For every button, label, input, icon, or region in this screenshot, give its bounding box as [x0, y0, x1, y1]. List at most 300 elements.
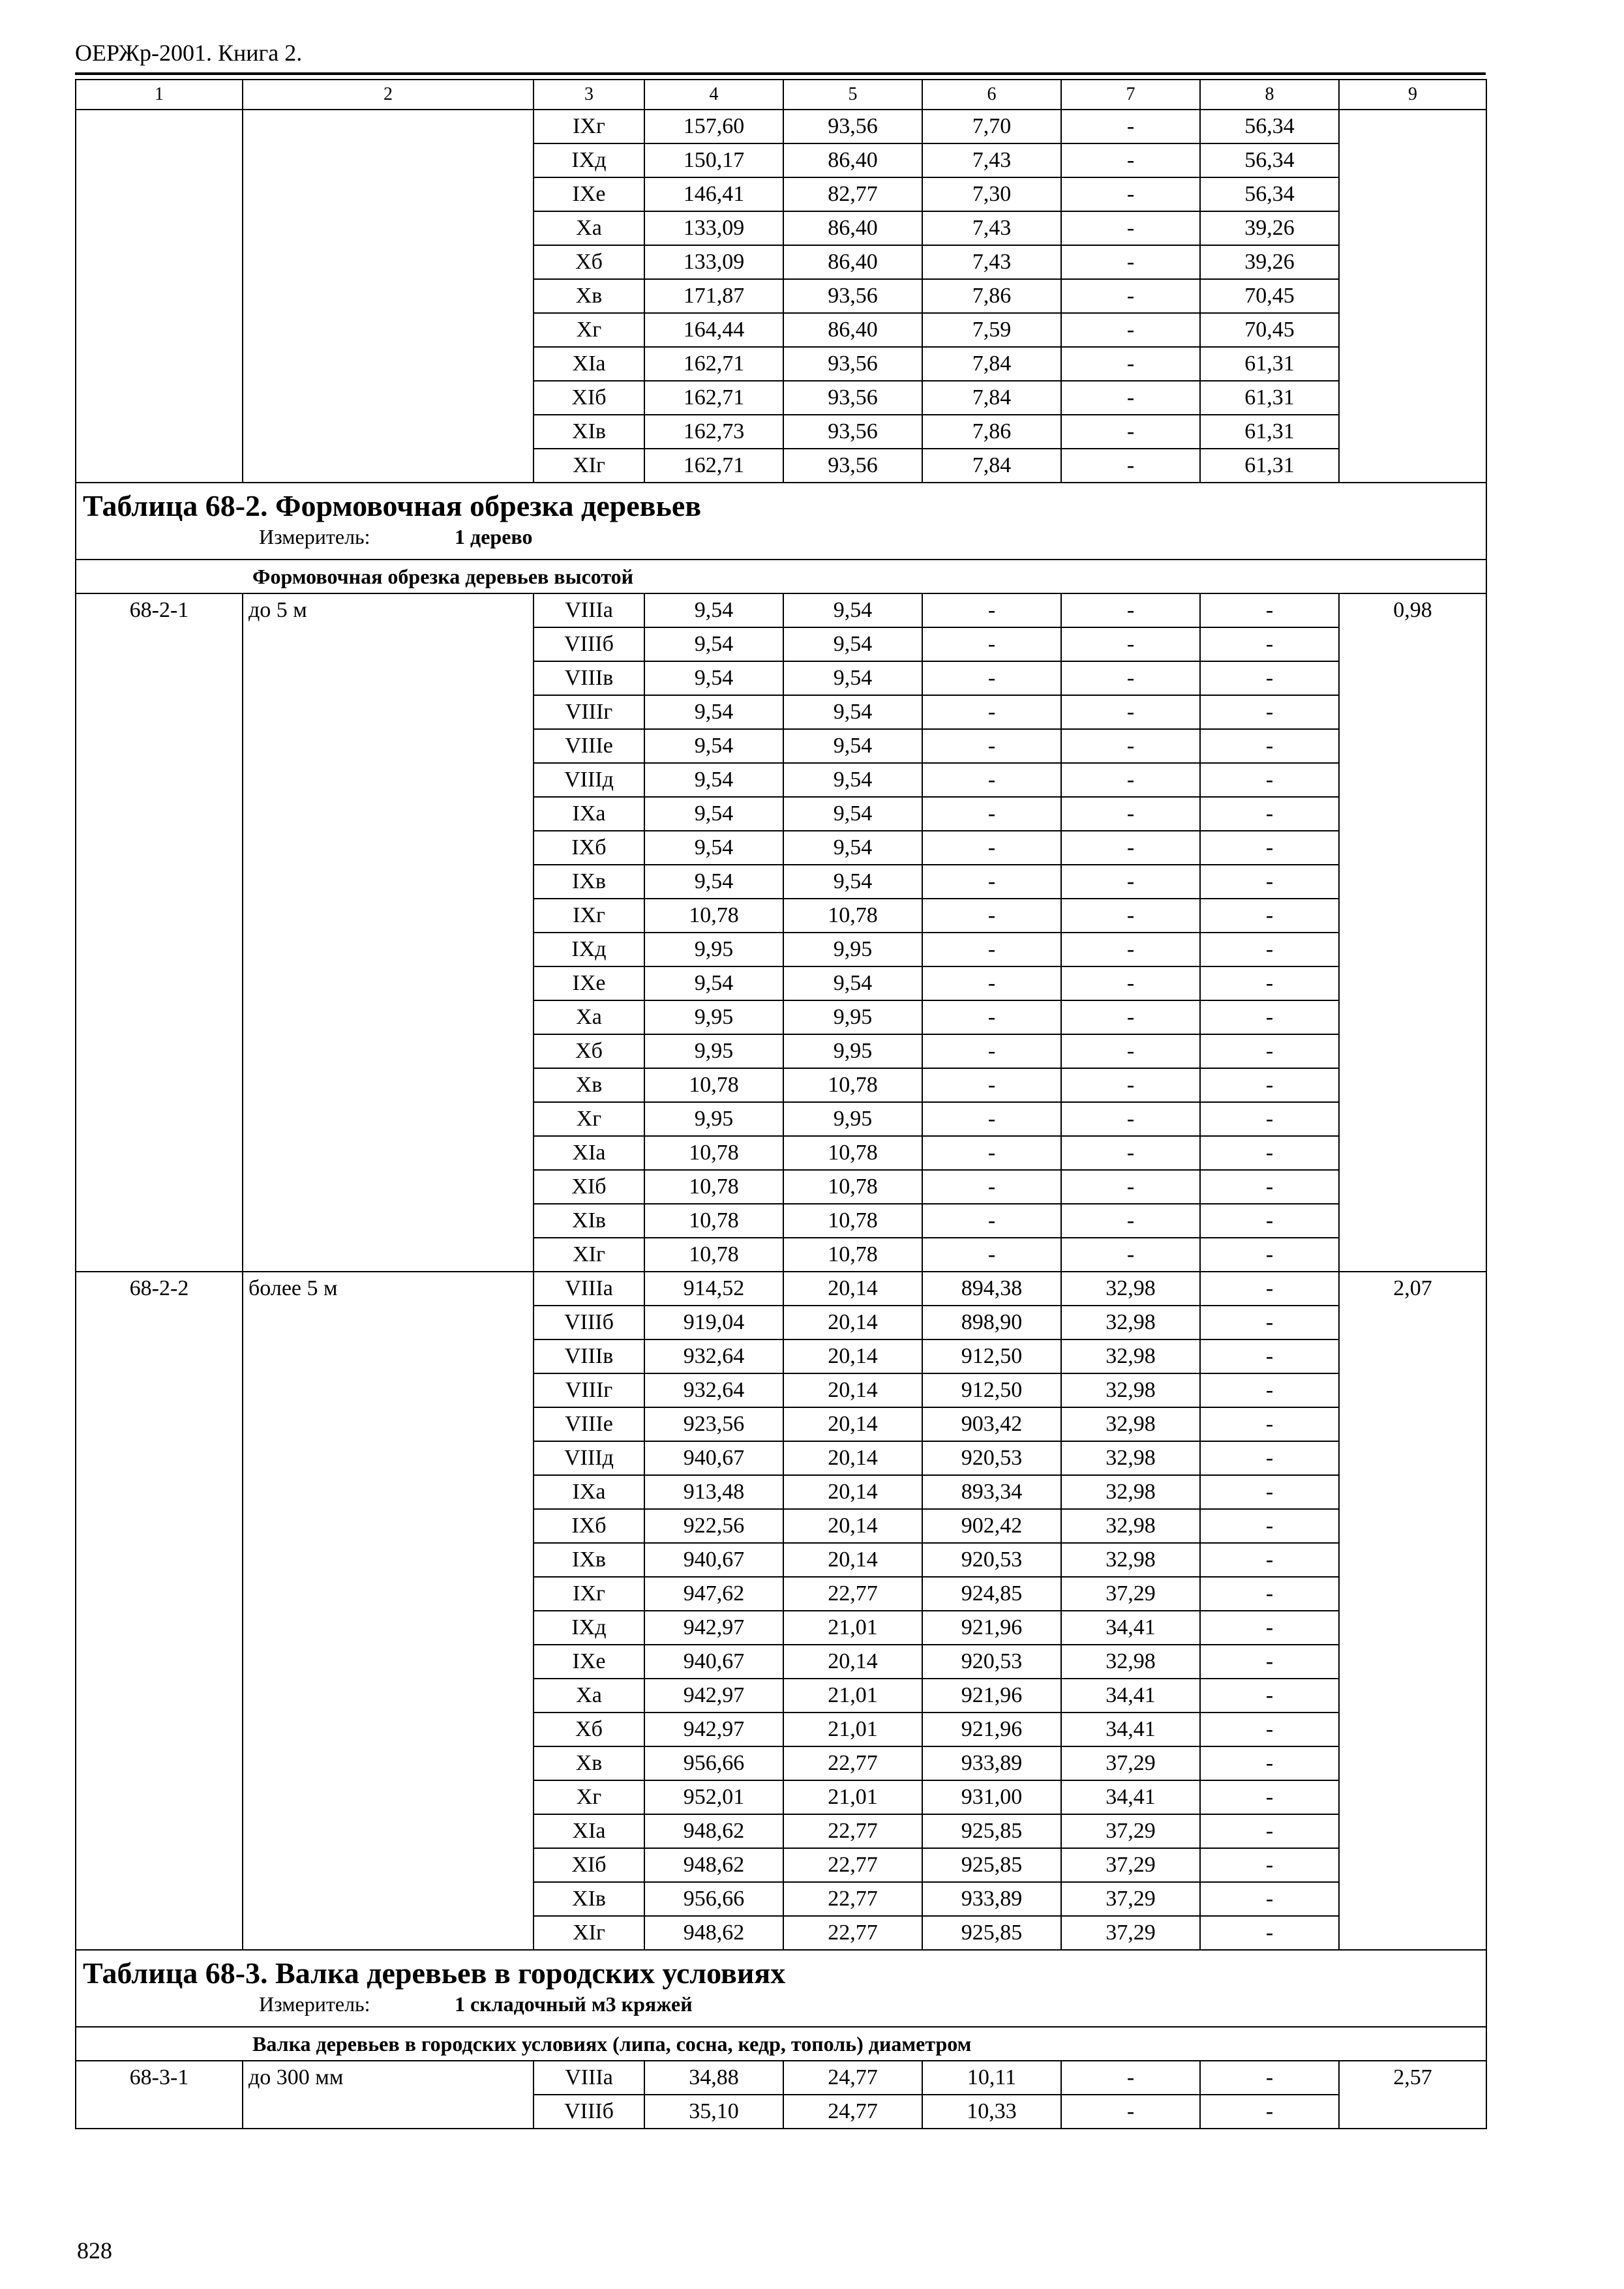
table-cell: - — [922, 865, 1061, 899]
table-cell: 9,54 — [644, 966, 783, 1000]
table-cell: 9,95 — [783, 1034, 922, 1068]
table-cell: 10,33 — [922, 2095, 1061, 2129]
table-cell: 9,54 — [644, 831, 783, 865]
table-cell: 34,88 — [644, 2061, 783, 2095]
table-cell: - — [1200, 1814, 1339, 1848]
table-cell: 21,01 — [783, 1679, 922, 1713]
table-cell: XIг — [534, 1916, 644, 1950]
table-cell: - — [1200, 797, 1339, 831]
table-cell: - — [1061, 831, 1200, 865]
table-cell: 22,77 — [783, 1882, 922, 1916]
table-cell: - — [1200, 865, 1339, 899]
table-cell: 894,38 — [922, 1272, 1061, 1306]
table-cell: - — [1061, 1204, 1200, 1238]
table-cell: IXа — [534, 797, 644, 831]
column-number: 2 — [243, 80, 534, 110]
table-cell: - — [1200, 1102, 1339, 1136]
table-cell: Xб — [534, 245, 644, 279]
table-cell: Xв — [534, 279, 644, 313]
table-cell: 10,78 — [783, 1204, 922, 1238]
table-cell: 32,98 — [1061, 1441, 1200, 1475]
table-cell: - — [922, 831, 1061, 865]
table-cell: VIIIе — [534, 729, 644, 763]
table-cell: VIIIг — [534, 695, 644, 729]
table-cell: 933,89 — [922, 1882, 1061, 1916]
work-name: до 5 м — [243, 593, 534, 1272]
table-cell: - — [1061, 593, 1200, 627]
table-cell: - — [1200, 1848, 1339, 1882]
table-cell: - — [922, 1170, 1061, 1204]
table-cell: - — [1200, 831, 1339, 865]
table-cell: - — [1200, 1543, 1339, 1577]
table-cell: 922,56 — [644, 1509, 783, 1543]
table-cell: 70,45 — [1200, 313, 1339, 347]
table-cell: - — [922, 1204, 1061, 1238]
table-cell: 10,78 — [644, 1204, 783, 1238]
table-row — [76, 1272, 1486, 1306]
table-cell: IXд — [534, 1611, 644, 1645]
table-cell: 919,04 — [644, 1306, 783, 1339]
table-cell: 9,54 — [644, 865, 783, 899]
table-cell: VIIIб — [534, 2095, 644, 2129]
table-cell: 146,41 — [644, 177, 783, 211]
table-cell: - — [1200, 729, 1339, 763]
table-cell: 9,95 — [644, 1102, 783, 1136]
table-cell: 22,77 — [783, 1848, 922, 1882]
table-cell: - — [1200, 1882, 1339, 1916]
table-cell: - — [1061, 763, 1200, 797]
table-cell: Xг — [534, 1102, 644, 1136]
table-cell: 9,54 — [644, 729, 783, 763]
table-cell: - — [1061, 2061, 1200, 2095]
table-cell: - — [1200, 1170, 1339, 1204]
table-cell: 32,98 — [1061, 1373, 1200, 1407]
table-cell: 20,14 — [783, 1475, 922, 1509]
table-cell: - — [922, 1034, 1061, 1068]
table-cell: - — [1061, 899, 1200, 933]
table-cell: 932,64 — [644, 1373, 783, 1407]
table-cell: 86,40 — [783, 313, 922, 347]
table-cell: - — [1200, 627, 1339, 661]
table-cell: 10,78 — [783, 1136, 922, 1170]
table-cell: 9,54 — [783, 763, 922, 797]
table-cell: - — [1200, 1000, 1339, 1034]
table-cell: 162,73 — [644, 415, 783, 449]
table-cell: 9,54 — [783, 966, 922, 1000]
table-cell: 956,66 — [644, 1746, 783, 1780]
table-cell: Xа — [534, 1000, 644, 1034]
table-cell: 37,29 — [1061, 1577, 1200, 1611]
column-number: 1 — [76, 80, 243, 110]
table-cell: 20,14 — [783, 1441, 922, 1475]
table-cell: 70,45 — [1200, 279, 1339, 313]
table-cell: - — [1061, 415, 1200, 449]
rate-code: 68-2-1 — [76, 593, 243, 1272]
table-cell: - — [1061, 2095, 1200, 2129]
table-cell: 10,78 — [644, 1170, 783, 1204]
table-subtitle-row — [76, 560, 1486, 593]
table-cell: 9,54 — [644, 661, 783, 695]
table-cell: 162,71 — [644, 381, 783, 415]
table-cell: 93,56 — [783, 110, 922, 143]
table-cell: - — [1200, 2095, 1339, 2129]
table-cell: 9,95 — [644, 1000, 783, 1034]
table-cell: - — [1061, 110, 1200, 143]
table-cell: 61,31 — [1200, 381, 1339, 415]
table-cell: 22,77 — [783, 1916, 922, 1950]
table-cell: 20,14 — [783, 1272, 922, 1306]
table-cell: - — [1061, 1034, 1200, 1068]
table-cell: 10,78 — [783, 1170, 922, 1204]
table-cell: 9,54 — [644, 695, 783, 729]
table-cell: 925,85 — [922, 1848, 1061, 1882]
table-cell: - — [1061, 1238, 1200, 1272]
table-cell: 7,59 — [922, 313, 1061, 347]
table-cell: 34,41 — [1061, 1679, 1200, 1713]
table-cell: 20,14 — [783, 1407, 922, 1441]
table-cell: 162,71 — [644, 449, 783, 483]
table-subtitle: Формовочная обрезка деревьев высотой — [76, 560, 1486, 593]
table-cell: - — [1200, 933, 1339, 966]
table-cell: IXв — [534, 1543, 644, 1577]
table-cell: 24,77 — [783, 2061, 922, 2095]
table-cell: 22,77 — [783, 1814, 922, 1848]
table-cell: 9,54 — [783, 593, 922, 627]
table-cell: 947,62 — [644, 1577, 783, 1611]
table-cell: 20,14 — [783, 1306, 922, 1339]
table-cell: 9,54 — [644, 797, 783, 831]
table-cell: 61,31 — [1200, 415, 1339, 449]
table-cell: 9,95 — [644, 933, 783, 966]
table-cell: 37,29 — [1061, 1848, 1200, 1882]
table-cell: 7,70 — [922, 110, 1061, 143]
table-cell: XIб — [534, 1848, 644, 1882]
table-cell: Xг — [534, 313, 644, 347]
work-name: более 5 м — [243, 1272, 534, 1950]
table-cell: - — [1200, 1713, 1339, 1746]
rate-code: 68-3-1 — [76, 2061, 243, 2129]
table-cell: XIв — [534, 1882, 644, 1916]
table-cell: - — [1200, 1679, 1339, 1713]
table-cell: - — [922, 966, 1061, 1000]
table-cell: 34,41 — [1061, 1611, 1200, 1645]
table-cell: 940,67 — [644, 1645, 783, 1679]
table-cell: Xб — [534, 1713, 644, 1746]
table-cell: 32,98 — [1061, 1272, 1200, 1306]
table-cell: XIа — [534, 347, 644, 381]
table-cell: IXе — [534, 1645, 644, 1679]
table-cell: 32,98 — [1061, 1475, 1200, 1509]
table-cell: - — [1200, 1441, 1339, 1475]
table-cell: 20,14 — [783, 1339, 922, 1373]
table-cell: 35,10 — [644, 2095, 783, 2129]
table-cell: - — [1061, 933, 1200, 966]
table-cell: 9,95 — [644, 1034, 783, 1068]
table-cell: 925,85 — [922, 1814, 1061, 1848]
column-number: 7 — [1061, 80, 1200, 110]
table-cell: 9,95 — [783, 1102, 922, 1136]
table-cell: - — [1200, 1272, 1339, 1306]
table-cell: 9,54 — [644, 627, 783, 661]
table-cell: 932,64 — [644, 1339, 783, 1373]
table-cell: 34,41 — [1061, 1780, 1200, 1814]
table-cell: Xв — [534, 1068, 644, 1102]
table-cell: 21,01 — [783, 1611, 922, 1645]
table-cell: - — [1200, 1611, 1339, 1645]
table-cell: 61,31 — [1200, 449, 1339, 483]
table-cell: 7,30 — [922, 177, 1061, 211]
table-cell: 9,54 — [783, 661, 922, 695]
measure-line — [83, 1991, 1486, 2017]
table-cell: 171,87 — [644, 279, 783, 313]
table-cell: 37,29 — [1061, 1814, 1200, 1848]
column-number: 4 — [644, 80, 783, 110]
table-cell: VIIIа — [534, 1272, 644, 1306]
table-cell: XIб — [534, 381, 644, 415]
table-cell: 952,01 — [644, 1780, 783, 1814]
table-cell: 22,77 — [783, 1746, 922, 1780]
table-cell: 924,85 — [922, 1577, 1061, 1611]
header-rule — [75, 72, 1486, 75]
table-cell: 9,54 — [644, 763, 783, 797]
table-cell: - — [1061, 211, 1200, 245]
table-cell: - — [1200, 1645, 1339, 1679]
table-cell: - — [1200, 899, 1339, 933]
table-cell: - — [1200, 1577, 1339, 1611]
table-cell: 162,71 — [644, 347, 783, 381]
table-title-row — [76, 483, 1486, 560]
table-cell: 37,29 — [1061, 1746, 1200, 1780]
table-cell: - — [922, 1238, 1061, 1272]
table-cell: - — [1200, 1068, 1339, 1102]
table-cell: 86,40 — [783, 143, 922, 177]
table-cell: 37,29 — [1061, 1916, 1200, 1950]
labor-cost — [1339, 110, 1486, 483]
table-cell: - — [1061, 865, 1200, 899]
table-row — [76, 593, 1486, 627]
table-cell: - — [1200, 1746, 1339, 1780]
table-cell: 920,53 — [922, 1645, 1061, 1679]
rate-code — [76, 110, 243, 483]
table-cell: XIв — [534, 1204, 644, 1238]
table-cell: 9,54 — [783, 865, 922, 899]
table-cell: 93,56 — [783, 347, 922, 381]
table-cell: 10,78 — [644, 1238, 783, 1272]
table-cell: 923,56 — [644, 1407, 783, 1441]
table-cell: 948,62 — [644, 1916, 783, 1950]
table-cell: 133,09 — [644, 211, 783, 245]
table-cell: 920,53 — [922, 1543, 1061, 1577]
table-cell: 903,42 — [922, 1407, 1061, 1441]
measure-line — [83, 524, 1486, 550]
table-cell: - — [1061, 695, 1200, 729]
table-cell: 82,77 — [783, 177, 922, 211]
table-cell: 9,54 — [783, 729, 922, 763]
table-cell: 20,14 — [783, 1373, 922, 1407]
table-cell: 7,43 — [922, 211, 1061, 245]
table-cell: - — [922, 797, 1061, 831]
table-cell: IXб — [534, 831, 644, 865]
table-cell: - — [1200, 1306, 1339, 1339]
running-header: ОЕРЖр-2001. Книга 2. — [75, 40, 303, 66]
table-cell: Xг — [534, 1780, 644, 1814]
table-cell: IXд — [534, 143, 644, 177]
table-cell: 9,54 — [783, 831, 922, 865]
table-cell: 32,98 — [1061, 1509, 1200, 1543]
table-cell: 9,95 — [783, 1000, 922, 1034]
table-cell: - — [1200, 593, 1339, 627]
table-cell: 39,26 — [1200, 211, 1339, 245]
table-cell: XIв — [534, 415, 644, 449]
table-cell: - — [1200, 1780, 1339, 1814]
labor-cost: 2,07 — [1339, 1272, 1486, 1950]
measure-value: 1 складочный м3 кряжей — [455, 1992, 693, 2016]
table-cell: - — [1061, 245, 1200, 279]
table-cell: 164,44 — [644, 313, 783, 347]
table-cell: - — [1200, 1204, 1339, 1238]
table-cell: IXе — [534, 966, 644, 1000]
table-title: Таблица 68-2. Формовочная обрезка деревьев — [83, 489, 702, 522]
table-cell: 93,56 — [783, 415, 922, 449]
table-cell: - — [1200, 763, 1339, 797]
table-cell: - — [1200, 1339, 1339, 1373]
column-number: 5 — [783, 80, 922, 110]
column-number: 6 — [922, 80, 1061, 110]
table-cell: 912,50 — [922, 1339, 1061, 1373]
table-cell: 933,89 — [922, 1746, 1061, 1780]
table-cell: 32,98 — [1061, 1543, 1200, 1577]
table-cell: 10,78 — [644, 899, 783, 933]
measure-label: Измеритель: — [259, 1992, 370, 2016]
table-cell: 9,54 — [644, 593, 783, 627]
table-cell: 93,56 — [783, 279, 922, 313]
table-cell: 10,11 — [922, 2061, 1061, 2095]
table-cell: 912,50 — [922, 1373, 1061, 1407]
table-cell: XIг — [534, 1238, 644, 1272]
table-cell: 902,42 — [922, 1509, 1061, 1543]
table-cell: 913,48 — [644, 1475, 783, 1509]
table-cell: 921,96 — [922, 1679, 1061, 1713]
table-cell: 7,84 — [922, 449, 1061, 483]
table-subtitle-row — [76, 2027, 1486, 2061]
table-cell: XIа — [534, 1814, 644, 1848]
table-cell: 133,09 — [644, 245, 783, 279]
table-cell: - — [922, 1102, 1061, 1136]
table-cell: Xв — [534, 1746, 644, 1780]
table-cell: 7,86 — [922, 279, 1061, 313]
table-cell: - — [1061, 313, 1200, 347]
table-cell: 9,54 — [783, 797, 922, 831]
table-cell: 34,41 — [1061, 1713, 1200, 1746]
table-cell: 32,98 — [1061, 1645, 1200, 1679]
table-cell: 956,66 — [644, 1882, 783, 1916]
table-cell: - — [922, 933, 1061, 966]
table-cell: IXб — [534, 1509, 644, 1543]
table-cell: 32,98 — [1061, 1306, 1200, 1339]
table-cell: VIIIв — [534, 1339, 644, 1373]
table-cell: 24,77 — [783, 2095, 922, 2129]
table-cell: 942,97 — [644, 1713, 783, 1746]
table-cell: - — [1061, 1000, 1200, 1034]
table-cell: Xа — [534, 1679, 644, 1713]
table-cell: 931,00 — [922, 1780, 1061, 1814]
table-cell: - — [922, 695, 1061, 729]
table-cell: - — [922, 627, 1061, 661]
table-cell: - — [922, 1068, 1061, 1102]
column-number: 8 — [1200, 80, 1339, 110]
table-cell: 20,14 — [783, 1509, 922, 1543]
table-cell: 7,84 — [922, 347, 1061, 381]
table-cell: IXг — [534, 110, 644, 143]
table-title-cell — [76, 483, 1486, 560]
table-cell: 32,98 — [1061, 1407, 1200, 1441]
table-cell: VIIIд — [534, 1441, 644, 1475]
table-cell: Xб — [534, 1034, 644, 1068]
table-cell: - — [922, 661, 1061, 695]
table-title-cell — [76, 1950, 1486, 2027]
measure-label: Измеритель: — [259, 525, 370, 548]
table-cell: XIа — [534, 1136, 644, 1170]
table-cell: - — [1200, 1407, 1339, 1441]
table-cell: 10,78 — [783, 899, 922, 933]
table-cell: 10,78 — [644, 1136, 783, 1170]
table-cell: - — [1200, 1373, 1339, 1407]
table-cell: - — [1061, 797, 1200, 831]
table-cell: - — [1061, 966, 1200, 1000]
table-cell: 7,43 — [922, 245, 1061, 279]
table-title: Таблица 68-3. Валка деревьев в городских условиях — [83, 1956, 786, 1990]
table-cell: VIIIа — [534, 593, 644, 627]
table-cell: 86,40 — [783, 211, 922, 245]
table-cell: 20,14 — [783, 1543, 922, 1577]
table-cell: 93,56 — [783, 449, 922, 483]
labor-cost: 2,57 — [1339, 2061, 1486, 2129]
table-cell: 921,96 — [922, 1611, 1061, 1645]
table-cell: - — [1061, 177, 1200, 211]
table-cell: 948,62 — [644, 1848, 783, 1882]
table-cell: VIIIе — [534, 1407, 644, 1441]
table-cell: - — [1061, 381, 1200, 415]
table-cell: - — [1200, 2061, 1339, 2095]
table-cell: 22,77 — [783, 1577, 922, 1611]
table-cell: - — [1061, 279, 1200, 313]
column-number: 9 — [1339, 80, 1486, 110]
table-cell: - — [1061, 729, 1200, 763]
table-cell: 942,97 — [644, 1611, 783, 1645]
table-cell: - — [1061, 627, 1200, 661]
table-cell: 914,52 — [644, 1272, 783, 1306]
table-cell: - — [1061, 449, 1200, 483]
table-cell: 56,34 — [1200, 143, 1339, 177]
column-number: 3 — [534, 80, 644, 110]
table-cell: VIIIа — [534, 2061, 644, 2095]
table-cell: 61,31 — [1200, 347, 1339, 381]
table-cell: - — [1200, 695, 1339, 729]
table-cell: 898,90 — [922, 1306, 1061, 1339]
table-cell: 10,78 — [644, 1068, 783, 1102]
table-cell: - — [1200, 966, 1339, 1000]
table-cell: 37,29 — [1061, 1882, 1200, 1916]
table-cell: 21,01 — [783, 1713, 922, 1746]
table-cell: 39,26 — [1200, 245, 1339, 279]
table-cell: 20,14 — [783, 1645, 922, 1679]
work-name: до 300 мм — [243, 2061, 534, 2129]
table-cell: 7,84 — [922, 381, 1061, 415]
table-cell: 7,86 — [922, 415, 1061, 449]
table-cell: - — [1061, 1102, 1200, 1136]
table-cell: 56,34 — [1200, 110, 1339, 143]
table-row — [76, 2061, 1486, 2095]
